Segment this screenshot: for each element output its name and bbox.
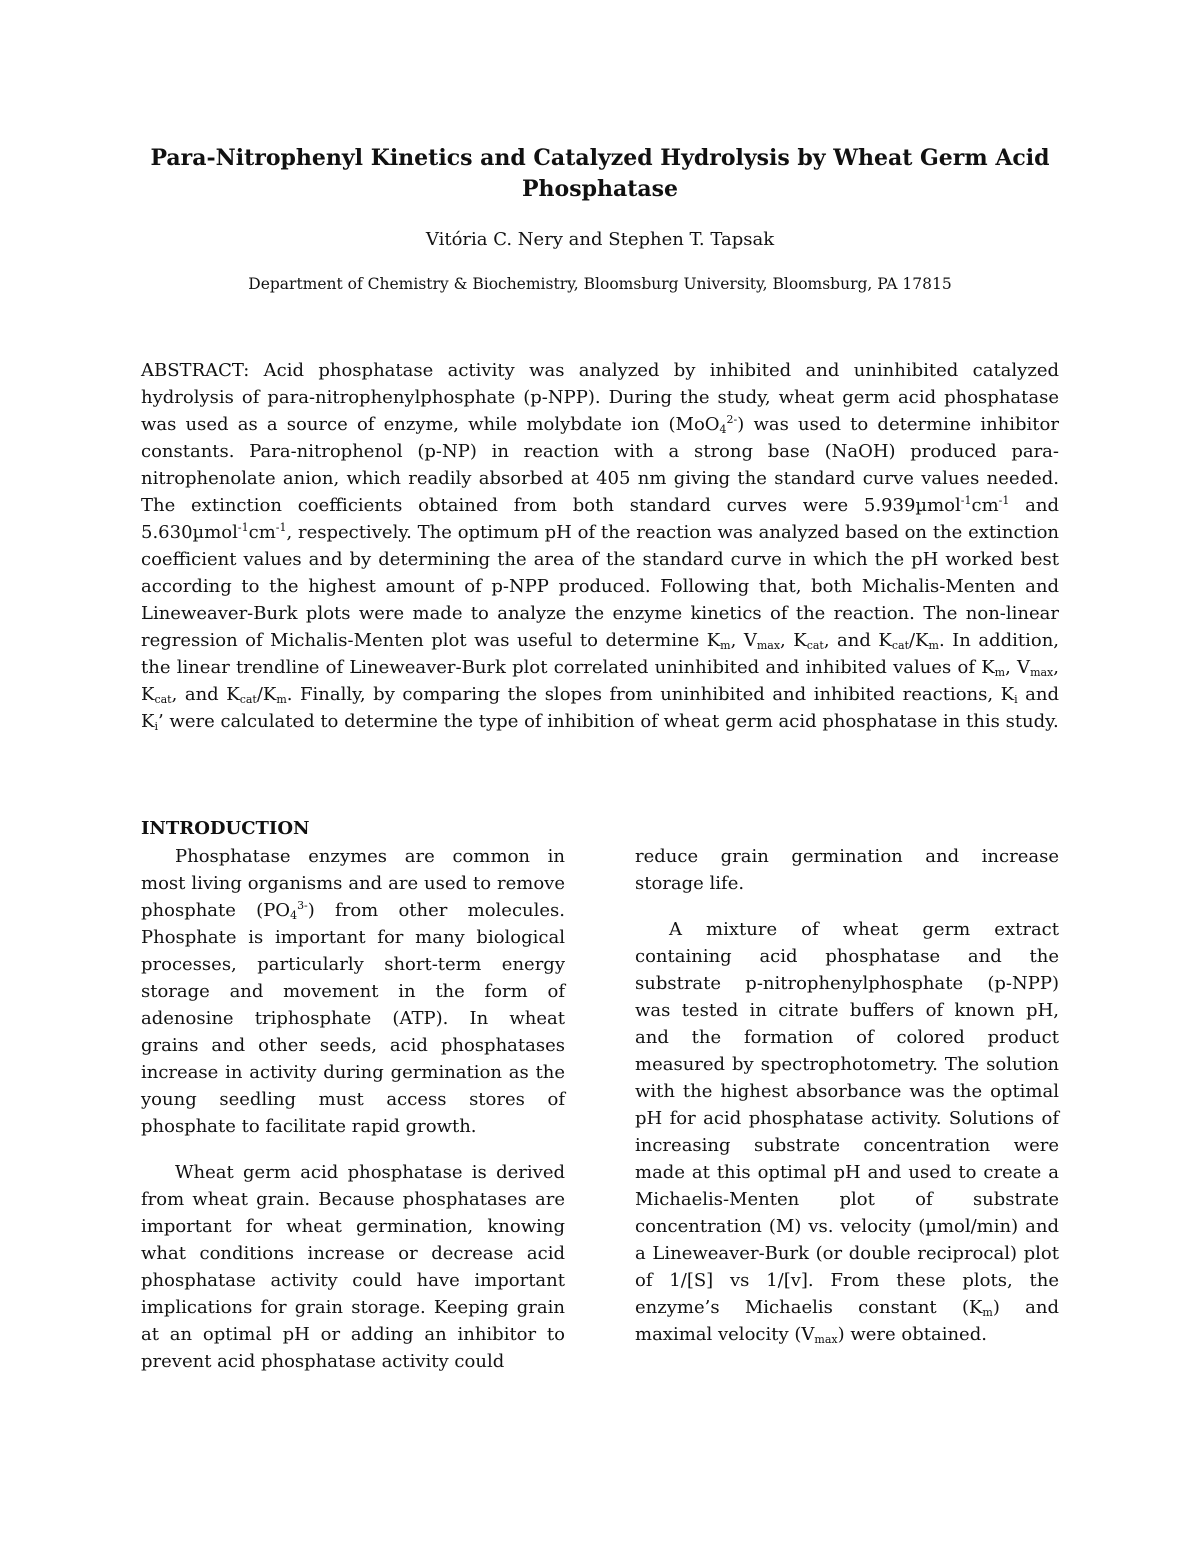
abstract-text: ’ were calculated to determine the type of inhibition of wheat germ acid phosphatase in this study. — [157, 711, 1059, 732]
subscript: m — [276, 693, 287, 706]
abstract-text: , K — [780, 630, 807, 651]
abstract-text: and K — [141, 684, 1059, 732]
subscript: max — [756, 639, 781, 652]
body-paragraph — [635, 916, 1059, 1348]
subscript: m — [720, 639, 731, 652]
body-text: Phosphatase enzymes are common in most living organisms and are used to remove phosphate (PO — [141, 846, 565, 921]
abstract-text: , respectively. The optimum pH of the reaction was analyzed based on the extinction coefficient values and by determining the area of the standard curve in which the pH worked best according to the highest amount of p-NPP produced. Following that, both Michalis-Menten and Lineweaver-Burk plots were made to analyze the enzyme kinetics of the reaction. The non-linear regression of Michalis-Menten plot was useful to determine K — [141, 522, 1059, 651]
subscript: cat — [806, 639, 824, 652]
subscript: cat — [891, 639, 909, 652]
body-paragraph: reduce grain germination and increase storage life. — [635, 846, 1059, 894]
subscript: i — [154, 720, 158, 733]
superscript: -1 — [960, 494, 972, 507]
abstract-text: ABSTRACT: Acid phosphatase activity was analyzed by inhibited and uninhibited catalyzed hydrolysis of para-nitrophenylphosphate (p-NPP). During the study, wheat germ acid phosphatase was used as a source of enzyme, while molybdate ion (MoO — [141, 360, 1059, 435]
abstract-text: cm — [248, 522, 276, 543]
subscript: i — [1014, 693, 1018, 706]
body-text: ) were obtained. — [837, 1324, 987, 1345]
body-text: ) from other molecules. Phosphate is important for many biological processes, particularly short-term energy storage and movement in the form of adenosine triphosphate (ATP). In wheat grains and other seeds, acid phosphatases increase in activity during germination as the young seedling must access stores of phosphate to facilitate rapid growth. — [141, 900, 565, 1137]
superscript: 3- — [297, 899, 308, 912]
abstract-text: , V — [1005, 657, 1031, 678]
superscript: -1 — [998, 494, 1010, 507]
author-list: Vitória C. Nery and Stephen T. Tapsak — [425, 229, 775, 250]
introduction-left-column — [141, 843, 565, 1375]
subscript: m — [928, 639, 939, 652]
abstract-text: , K — [141, 657, 1059, 705]
abstract-text: . In addition, the linear trendline of Lineweaver-Burk plot correlated uninhibited and inhibited values of K — [141, 630, 1060, 678]
abstract-paragraph — [141, 357, 1059, 735]
superscript: 2- — [726, 413, 738, 426]
abstract-text: /K — [256, 684, 277, 705]
superscript: -1 — [275, 521, 287, 534]
body-text: ) and maximal velocity (V — [635, 1297, 1060, 1345]
abstract-text: and 5.630µmol — [141, 495, 1059, 543]
abstract-text: . Finally, by comparing the slopes from uninhibited and inhibited reactions, K — [286, 684, 1015, 705]
subscript: max — [1030, 666, 1054, 679]
superscript: -1 — [237, 521, 249, 534]
body-text: A mixture of wheat germ extract containing acid phosphatase and the substrate p-nitrophenylphosphate (p-NPP) was tested in citrate buffers of known pH, and the formation of colored product measured by spectrophotometry. The solution with the highest absorbance was the optimal pH for acid phosphatase activity. Solutions of increasing substrate concentration were made at this optimal pH and used to create a Michaelis-Menten plot of substrate concentration (M) vs. velocity (µmol/min) and a Lineweaver-Burk (or double reciprocal) plot of 1/[S] vs 1/[v]. From these plots, the enzyme’s Michaelis constant (K — [635, 919, 1059, 1318]
abstract-text: , and K — [823, 630, 892, 651]
abstract-text: , V — [730, 630, 757, 651]
subscript: cat — [239, 693, 257, 706]
subscript: max — [814, 1333, 838, 1346]
section-heading-introduction: INTRODUCTION — [141, 818, 310, 839]
introduction-right-column — [635, 843, 1059, 1348]
body-paragraph — [141, 843, 565, 1140]
body-paragraph: Wheat germ acid phosphatase is derived from wheat grain. Because phosphatases are important for wheat germination, knowing what conditions increase or decrease acid phosphatase activity could have important implications for grain storage. Keeping grain at an optimal pH or adding an inhibitor to prevent acid phosphatase activity could — [141, 1162, 565, 1372]
subscript: 4 — [290, 909, 298, 922]
paper-title: Para-Nitrophenyl Kinetics and Catalyzed Hydrolysis by Wheat Germ Acid Phosphatase — [150, 145, 1050, 202]
abstract-text: ) was used to determine inhibitor constants. Para-nitrophenol (p-NP) in reaction with a strong base (NaOH) produced para-nitrophenolate anion, which readily absorbed at 405 nm giving the standard curve values needed. The extinction coefficients obtained from both standard curves were 5.939µmol — [141, 414, 1059, 516]
subscript: m — [982, 1306, 993, 1319]
subscript: cat — [154, 693, 172, 706]
abstract-text: , and K — [171, 684, 240, 705]
abstract-text: cm — [971, 495, 999, 516]
abstract-text: /K — [908, 630, 929, 651]
subscript: 4 — [719, 423, 727, 436]
subscript: m — [994, 666, 1006, 679]
affiliation: Department of Chemistry & Biochemistry, Bloomsburg University, Bloomsburg, PA 17815 — [248, 275, 952, 293]
